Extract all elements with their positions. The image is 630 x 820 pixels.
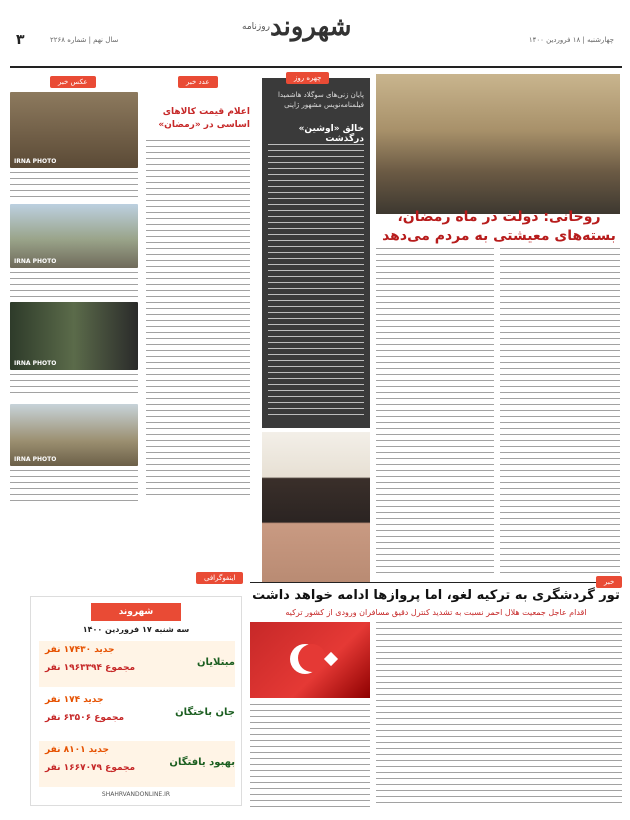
covid-date: سه شنبه ۱۷ فروردین ۱۴۰۰ <box>82 625 190 634</box>
photo-column <box>10 78 138 508</box>
page-number: ۳ <box>16 32 25 48</box>
price-headline: اعلام قیمت کالاهای اساسی در «رمضان» <box>158 107 250 130</box>
news-photo: IRNA PHOTO <box>10 204 138 268</box>
covid-row-recovered <box>39 741 235 787</box>
covid-row-deaths <box>39 691 235 737</box>
photo-caption <box>10 272 138 298</box>
divider <box>250 582 622 583</box>
row-new: جدید ۸۱۰۱ نفر <box>45 745 109 755</box>
news-photo: IRNA PHOTO <box>10 404 138 466</box>
price-body-text <box>146 140 250 500</box>
covid-brand: شهروند <box>91 603 181 621</box>
portrait-photo <box>262 432 370 582</box>
photo-caption <box>10 470 138 504</box>
section-tag-infographic: اینفوگرافی <box>196 572 243 584</box>
brand-subtitle: روزنامه <box>242 22 270 32</box>
main-photo <box>376 74 620 214</box>
row-total: مجموع ۱۹۶۳۳۹۴ نفر <box>45 663 136 673</box>
covid-infographic <box>30 596 242 806</box>
section-tag-price: عدد خبر <box>178 76 218 88</box>
bottom-headline: تور گردشگری به ترکیه لغو، اما پروازها ادامه خواهد داشت <box>252 588 620 603</box>
covid-row-infected <box>39 641 235 687</box>
section-tag-news: خبر <box>596 576 622 588</box>
bottom-body-text-right <box>376 622 622 808</box>
news-photo: IRNA PHOTO <box>10 92 138 168</box>
oped-kicker: پایان زنی‌های سوگلاد هاشمیدا فیلمنامه‌نویس مشهور ژاپنی <box>277 91 364 109</box>
row-label: بهبود یافتگان <box>169 757 235 768</box>
row-new: جدید ۱۷۴۳۰ نفر <box>45 645 115 655</box>
plane-flag-photo <box>250 622 370 698</box>
oped-body-text <box>268 144 364 420</box>
main-body-text-right <box>500 248 620 578</box>
crescent-cutout <box>298 644 326 672</box>
date-info: چهارشنبه | ۱۸ فروردین ۱۴۰۰ <box>528 36 614 44</box>
issue-info: سال نهم | شماره ۲۲۶۸ <box>50 36 119 44</box>
news-photo: IRNA PHOTO <box>10 302 138 370</box>
star-icon <box>324 652 338 666</box>
bottom-body-text-left <box>250 704 370 808</box>
row-label: جان باختگان <box>175 707 235 718</box>
row-label: مبتلایان <box>197 657 235 668</box>
brand-logo: شهروند <box>270 12 352 42</box>
covid-url: SHAHRVANDONLINE.IR <box>101 791 171 798</box>
section-tag-oped: چهره روز <box>286 72 329 84</box>
main-body-text-left <box>376 248 494 578</box>
price-column <box>142 78 254 508</box>
section-tag-photo: عکس خبر <box>50 76 96 88</box>
row-total: مجموع ۶۳۵۰۶ نفر <box>45 713 125 723</box>
row-new: جدید ۱۷۴ نفر <box>45 695 104 705</box>
row-total: مجموع ۱۶۶۷۰۷۹ نفر <box>45 763 136 773</box>
oped-headline: خالق «اوشین» درگذشت <box>298 124 364 144</box>
masthead <box>10 6 622 68</box>
main-headline: روحانی: دولت در ماه رمضان، بسته‌های معیشتی به مردم می‌دهد <box>382 209 616 244</box>
photo-caption <box>10 374 138 398</box>
bottom-subtitle: اقدام عاجل جمعیت هلال احمر نسبت به تشدید کنترل دقیق مسافران ورودی از کشور ترکیه <box>285 608 587 617</box>
photo-caption <box>10 172 138 200</box>
oped-box <box>262 74 370 428</box>
